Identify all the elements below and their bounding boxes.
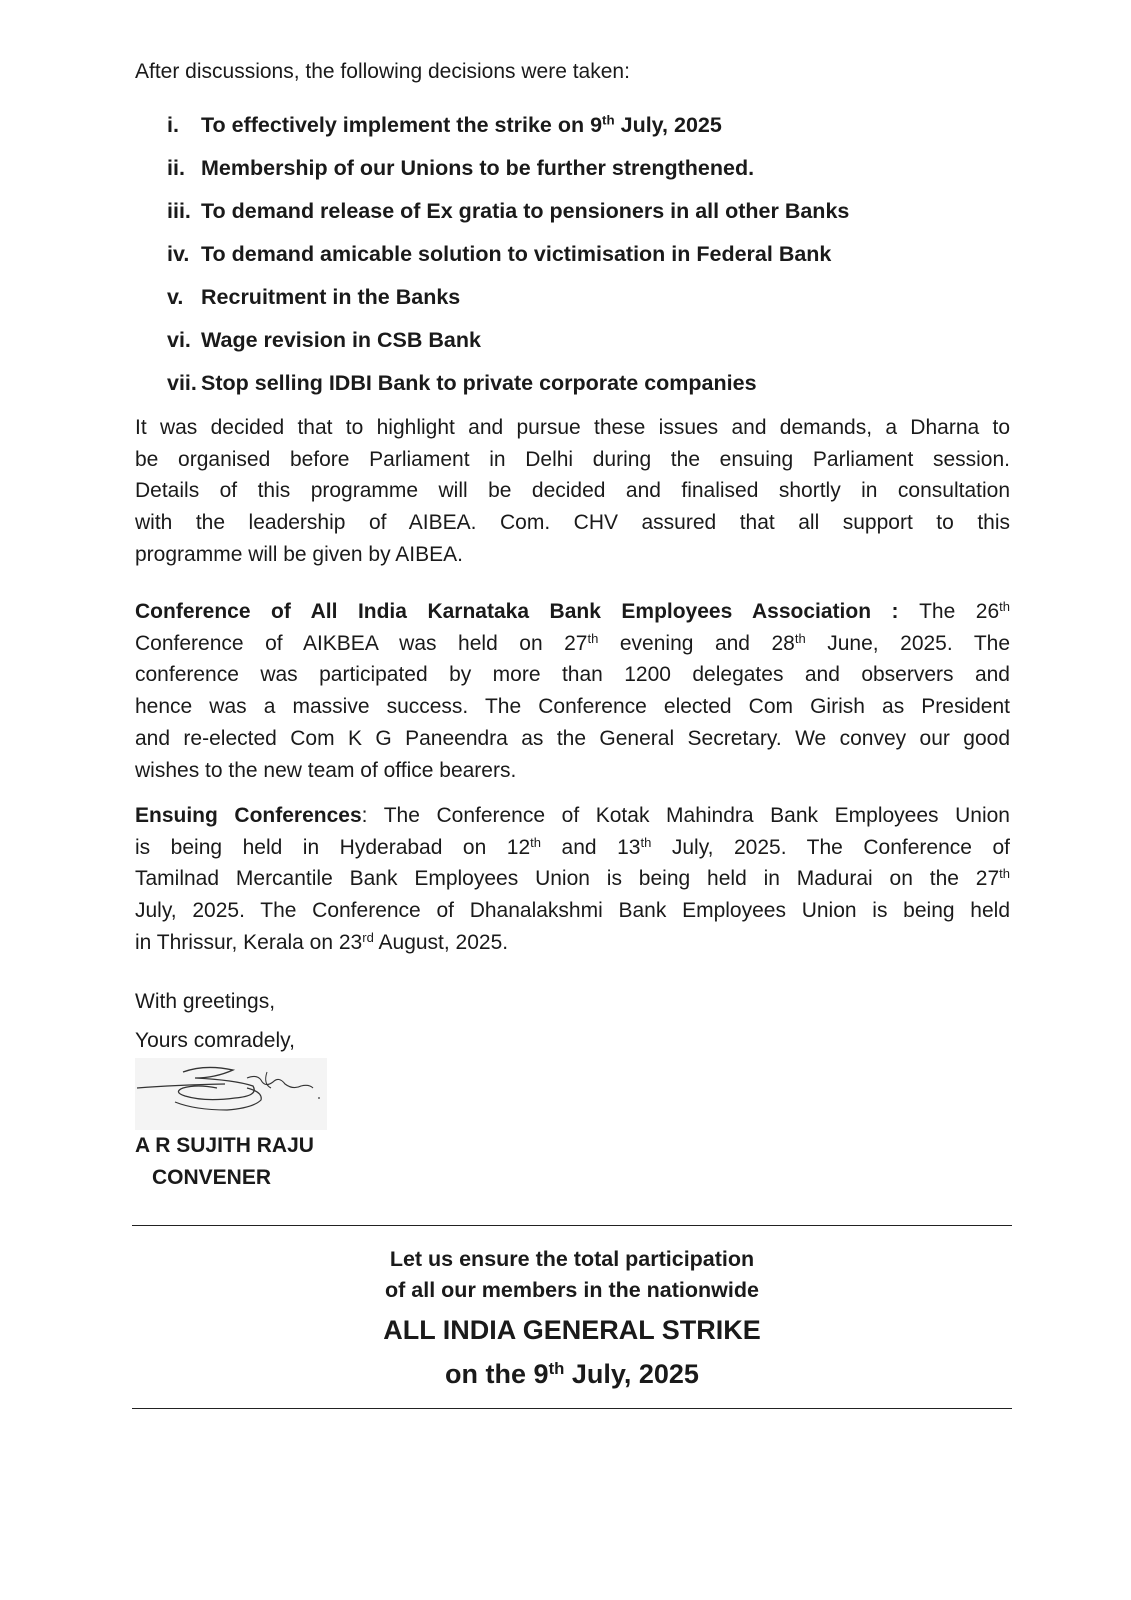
- signature-scribble: [135, 1058, 327, 1130]
- aikbea-heading: Conference of All India Karnataka Bank Employees Association: [135, 600, 872, 623]
- closing-block: [135, 982, 295, 1060]
- greeting-text: With greetings,: [135, 990, 276, 1013]
- signatory-role: CONVENER: [152, 1166, 272, 1189]
- decision-item: i. To effectively implement the strike on 9th July, 2025: [167, 112, 722, 137]
- decision-item: vi. Wage revision in CSB Bank: [167, 328, 481, 352]
- signatory-name: A R SUJITH RAJU: [135, 1134, 314, 1157]
- divider-bottom: [132, 1408, 1012, 1409]
- decision-item: iv. To demand amicable solution to victimisation in Federal Bank: [167, 242, 832, 266]
- aikbea-conference-paragraph: Conference of All India Karnataka Bank Employees Association : The 26th Conference of AIKBEA was held on 27th evening and 28th June, 2025. The conference was participated by more than 1200 delegates and observers and hence was a massive success. The Conference elected Com Girish as President and re-elected Com K G Paneendra as the General Secretary. We convey our good wishes to the new team of office bearers.: [135, 598, 1011, 782]
- decision-item: vii. Stop selling IDBI Bank to private corporate companies: [167, 371, 757, 395]
- dharna-paragraph: It was decided that to highlight and pursue these issues and demands, a Dharna to be organised before Parliament in Delhi during the ensuing Parliament session. Details of this programme will be decided and finalised shortly in consultation with the leadership of AIBEA. Com. CHV assured that all support to this programme will be given by AIBEA.: [135, 416, 1010, 566]
- decision-item: v. Recruitment in the Banks: [167, 285, 461, 309]
- signature-image: [135, 1058, 327, 1130]
- decisions-list: [167, 110, 849, 411]
- signatory: [135, 1130, 314, 1194]
- decision-item: ii. Membership of our Unions to be further strengthened.: [167, 156, 755, 180]
- ensuing-conferences-paragraph: Ensuing Conferences: The Conference of Kotak Mahindra Bank Employees Union is being held in Hyderabad on 12th and 13th July, 2025. The Conference of Tamilnad Mercantile Bank Employees Union is being held in Madurai on the 27th July, 2025. The Conference of Dhanalakshmi Bank Employees Union is being held in Thrissur, Kerala on 23rd August, 2025.: [135, 804, 1010, 954]
- strike-banner: Let us ensure the total participation of all our members in the nationwide ALL INDIA GENERAL STRIKE on the 9th July, 2025: [132, 1244, 1012, 1394]
- intro-text: After discussions, the following decisions were taken:: [135, 60, 630, 83]
- divider-top: [132, 1225, 1012, 1226]
- ensuing-heading: Ensuing Conferences: [135, 804, 362, 827]
- strike-title: ALL INDIA GENERAL STRIKE: [383, 1315, 761, 1345]
- decision-item: iii. To demand release of Ex gratia to pensioners in all other Banks: [167, 199, 850, 223]
- signoff-text: Yours comradely,: [135, 1029, 295, 1052]
